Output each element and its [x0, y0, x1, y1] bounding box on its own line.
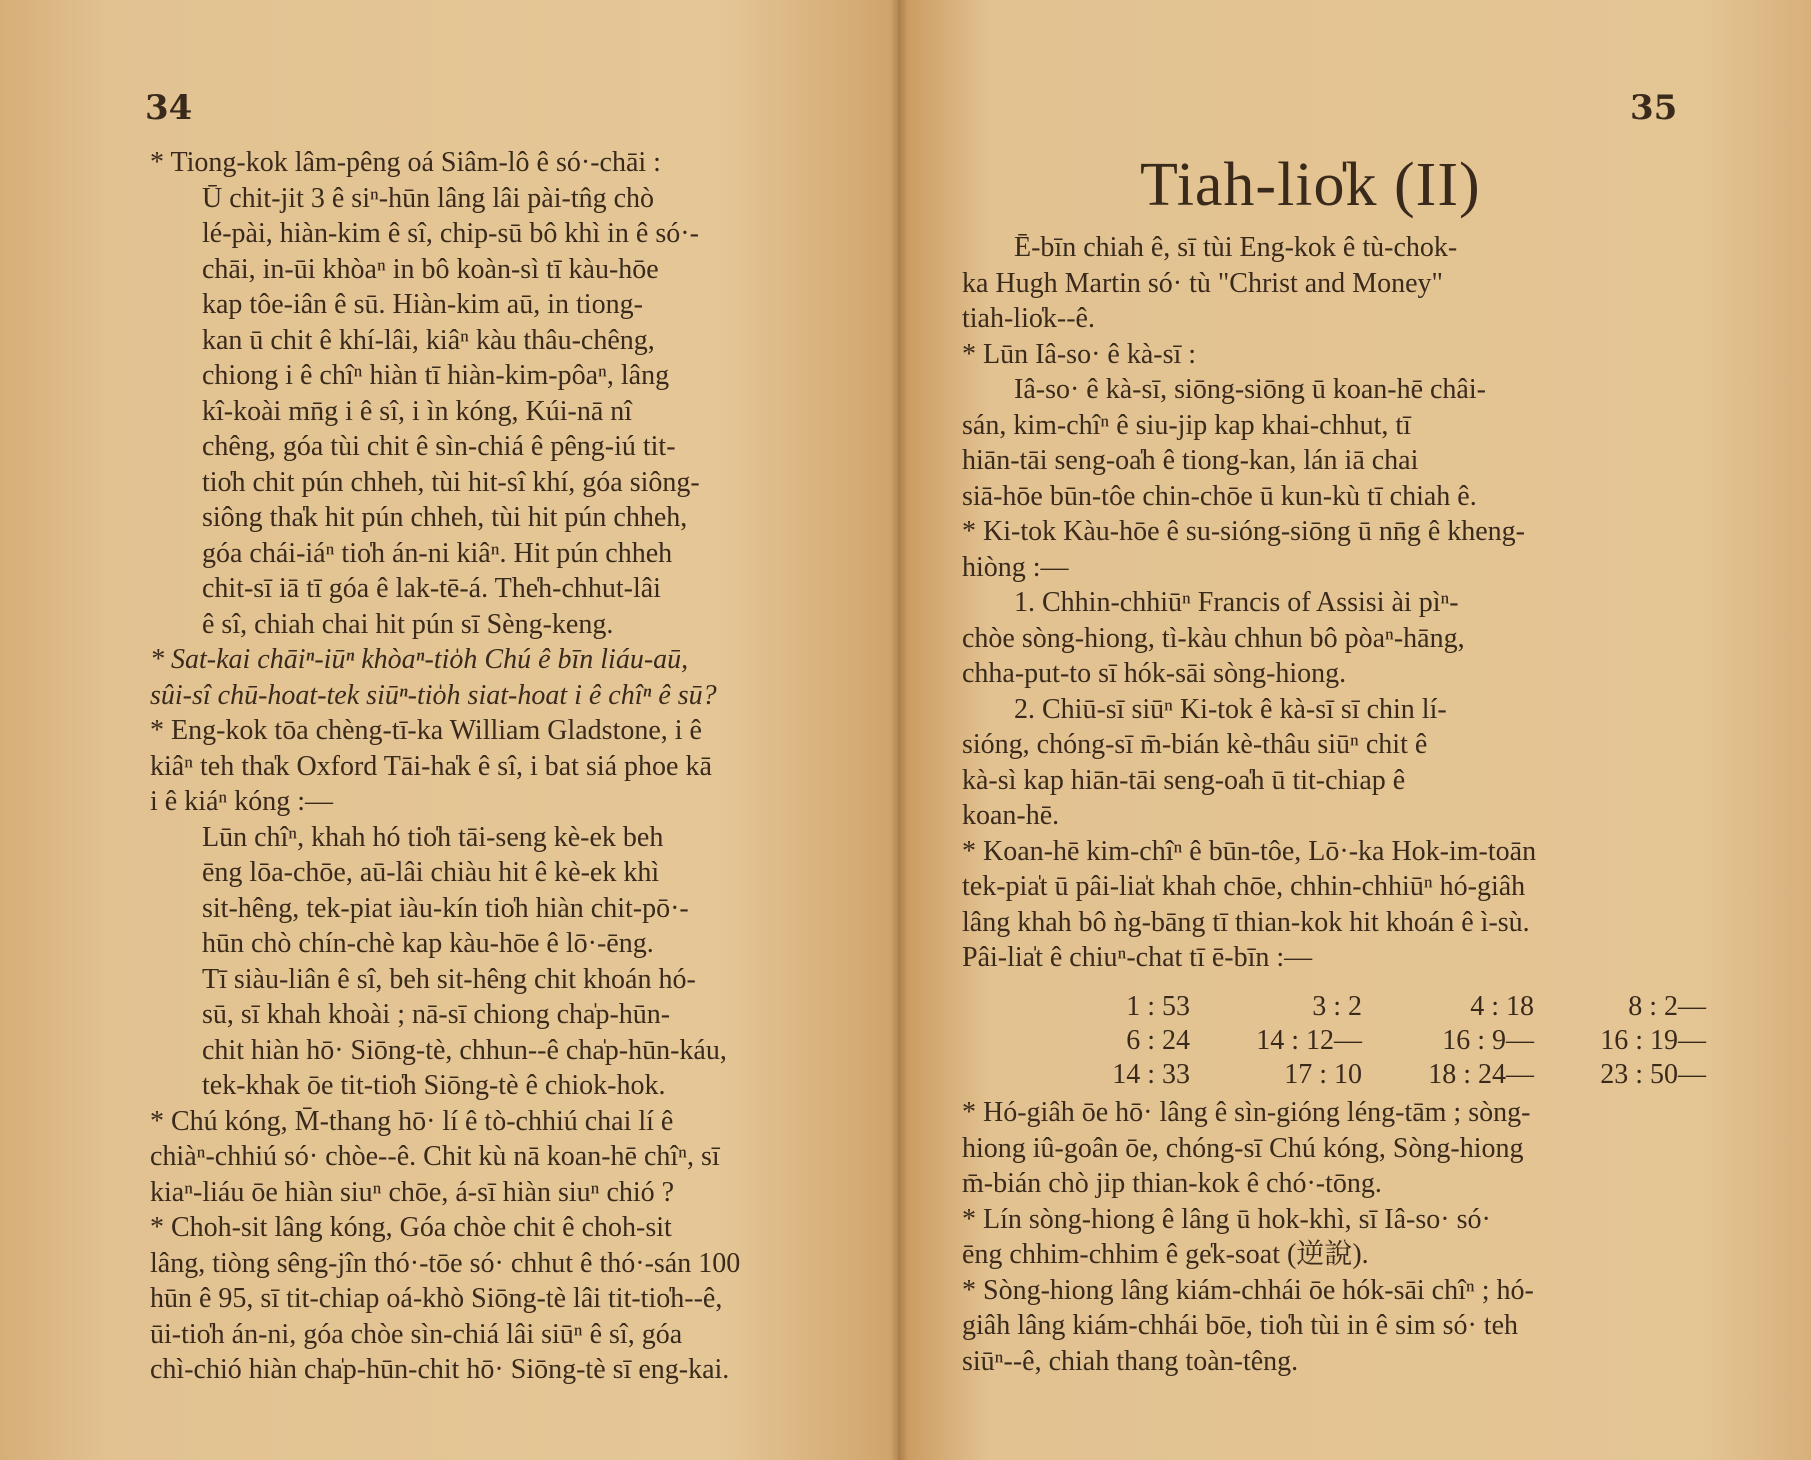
text-line: * Lín sòng-hiong ê lâng ū hok-khì, sī Iâ-so· só· [962, 1203, 1491, 1235]
text-line: chiàⁿ-chhiú só· chòe--ê. Chit kù nā koan-hē chîⁿ, sī [150, 1141, 720, 1172]
text-line: koan-hē. [962, 800, 1060, 831]
reference-cell: 17 : 10 [1284, 1059, 1362, 1090]
text-line: ēng chhim-chhim ê ge̍k-soat (逆說). [962, 1239, 1369, 1270]
text-line: sit-hêng, tek-piat iàu-kín tio̍h hiàn chit-pō·- [202, 892, 689, 924]
text-line: Pâi-lia̍t ê chiuⁿ-chat tī ē-bīn :— [962, 942, 1313, 973]
text-line: kiaⁿ-liáu ōe hiàn siuⁿ chōe, á-sī hiàn siuⁿ chió ? [150, 1176, 675, 1208]
text-line: siông tha̍k hit pún chheh, tùi hit pún chheh, [202, 502, 688, 533]
text-line: chòe sòng-hiong, tì-kàu chhun bô pòaⁿ-hāng, [962, 622, 1465, 654]
text-line: lâng khah bô ǹg-bāng tī thian-kok hit khoán ê ì-sù. [962, 906, 1530, 938]
text-line: kà-sì kap hiān-tāi seng-oa̍h ū tit-chiap ê [962, 764, 1406, 796]
reference-row [1030, 1058, 1718, 1092]
text-line: sûi-sî chū-hoat-tek siūⁿ-tio̍h siat-hoat i ê chîⁿ ê sū? [150, 679, 717, 711]
text-line: 2. Chiū-sī siūⁿ Ki-tok ê kà-sī sī chin lí- [1014, 693, 1447, 725]
book-gutter [890, 0, 908, 1460]
reference-cell: 14 : 33 [1112, 1059, 1190, 1090]
text-line: * Eng-kok tōa chèng-tī-ka William Gladstone, i ê [150, 715, 702, 746]
text-line: tio̍h chit pún chheh, tùi hit-sî khí, góa siông- [202, 466, 700, 498]
text-line: chêng, góa tùi chit ê sìn-chiá ê pêng-iú tit- [202, 431, 676, 462]
text-line: kap tôe-iân ê sū. Hiàn-kim aū, in tiong- [202, 289, 643, 320]
text-line: chit hiàn hō· Siōng-tè, chhun--ê cha̍p-hūn-káu, [202, 1034, 727, 1066]
text-line: ēng lōa-chōe, aū-lâi chiàu hit ê kè-ek khì [202, 857, 660, 888]
text-line: hiān-tāi seng-oa̍h ê tiong-kan, lán iā chai [962, 445, 1419, 476]
text-line: lé-pài, hiàn-kim ê sî, chip-sū bô khì in ê só·- [202, 218, 699, 249]
reference-cell: 16 : 9— [1442, 1025, 1534, 1056]
text-line: tek-khak ōe tit-tio̍h Siōng-tè ê chiok-hok. [202, 1070, 666, 1101]
text-line: Ū chit-jit 3 ê siⁿ-hūn lâng lâi pài-tn̂g chò [202, 182, 655, 214]
text-line: * Chú kóng, M̄-thang hō· lí ê tò-chhiú chai lí ê [150, 1105, 674, 1137]
left-page-body [150, 145, 740, 1388]
text-line: sū, sī khah khoài ; nā-sī chiong cha̍p-hūn- [202, 999, 671, 1030]
reference-table [1030, 990, 1718, 1092]
text-line: hūn ê 95, sī tit-chiap oá-khò Siōng-tè lâi tit-tio̍h--ê, [150, 1283, 723, 1314]
text-line: hiong iû-goân ōe, chóng-sī Chú kóng, Sòng-hiong [962, 1132, 1524, 1164]
text-line: kî-koài mn̄g i ê sî, i ìn kóng, Kúi-nā nî [202, 395, 633, 427]
text-line: * Tiong-kok lâm-pêng oá Siâm-lô ê só·-chāi : [150, 147, 661, 178]
text-line: hiòng :— [962, 551, 1069, 583]
text-line: góa chái-iáⁿ tio̍h án-ni kiâⁿ. Hit pún chheh [202, 537, 673, 569]
text-line: kan ū chit ê khí-lâi, kiâⁿ kàu thâu-chêng, [202, 324, 655, 356]
text-line: chiong i ê chîⁿ hiàn tī hiàn-kim-pôaⁿ, lâng [202, 360, 670, 391]
text-line: * Lūn Iâ-so· ê kà-sī : [962, 338, 1197, 370]
text-line: Lūn chîⁿ, khah hó tio̍h tāi-seng kè-ek beh [202, 821, 664, 853]
text-line: * Sat-kai chāiⁿ-iūⁿ khòaⁿ-tio̍h Chú ê bīn liáu-aū, [150, 644, 689, 675]
reference-cell: 6 : 24 [1126, 1025, 1190, 1056]
right-page-body [962, 230, 1536, 976]
text-line: * Ki-tok Kàu-hōe ê su-sióng-siōng ū nn̄g ê kheng- [962, 516, 1526, 547]
text-line: 1. Chhin-chhiūⁿ Francis of Assisi ài pìⁿ- [1014, 587, 1459, 618]
text-line: tiah-lio̍k--ê. [962, 303, 1095, 334]
left-page-number: 34 [145, 88, 193, 128]
text-line: i ê kiáⁿ kóng :— [150, 786, 334, 817]
text-line: kiâⁿ teh tha̍k Oxford Tāi-ha̍k ê sî, i bat siá phoe kā [150, 750, 712, 782]
reference-cell: 1 : 53 [1126, 991, 1190, 1022]
text-line: giâh lâng kiám-chhái bōe, tio̍h tùi in ê sim só· teh [962, 1310, 1518, 1341]
text-line: m̄-bián chò jip thian-kok ê chó·-tōng. [962, 1168, 1382, 1199]
text-line: Tī siàu-liân ê sî, beh sit-hêng chit khoán hó- [202, 963, 696, 995]
reference-cell: 4 : 18 [1470, 991, 1534, 1022]
reference-cell: 14 : 12— [1256, 1025, 1362, 1056]
reference-cell: 18 : 24— [1428, 1059, 1534, 1090]
text-line: chha-put-to sī hók-sāi sòng-hiong. [962, 658, 1347, 689]
text-line: chì-chió hiàn cha̍p-hūn-chit hō· Siōng-tè sī eng-kai. [150, 1354, 730, 1385]
reference-cell: 23 : 50— [1600, 1059, 1706, 1090]
text-line: Iâ-so· ê kà-sī, siōng-siōng ū koan-hē châi- [1014, 374, 1486, 405]
text-line: * Hó-giâh ōe hō· lâng ê sìn-gióng léng-tām ; sòng- [962, 1097, 1531, 1128]
reference-cell: 3 : 2 [1312, 991, 1362, 1022]
text-line: ka Hugh Martin só· tù "Christ and Money" [962, 267, 1443, 299]
reference-cell: 8 : 2— [1628, 991, 1706, 1022]
reference-row [1030, 990, 1718, 1024]
text-line: Ē-bīn chiah ê, sī tùi Eng-kok ê tù-chok- [1014, 232, 1458, 263]
reference-row [1030, 1024, 1718, 1058]
text-line: ê sî, chiah chai hit pún sī Sèng-keng. [202, 608, 614, 640]
text-line: sióng, chóng-sī m̄-bián kè-thâu siūⁿ chit ê [962, 729, 1428, 760]
text-line: * Choh-sit lâng kóng, Góa chòe chit ê choh-sit [150, 1212, 672, 1243]
text-line: hūn chò chín-chè kap kàu-hōe ê lō·-ēng. [202, 928, 654, 959]
text-line: siūⁿ--ê, chiah thang toàn-têng. [962, 1345, 1299, 1377]
text-line: * Sòng-hiong lâng kiám-chhái ōe hók-sāi chîⁿ ; hó- [962, 1274, 1534, 1306]
text-line: lâng, tiòng sêng-jîn thó·-tōe só· chhut ê thó·-sán 100 [150, 1247, 741, 1279]
chapter-title: Tiah-lio̍k (II) [1140, 151, 1481, 219]
text-line: ūi-tio̍h án-ni, góa chòe sìn-chiá lâi siūⁿ ê sî, góa [150, 1318, 683, 1350]
right-page-number: 35 [1630, 88, 1678, 128]
text-line: chāi, in-ūi khòaⁿ in bô koàn-sì tī kàu-hōe [202, 253, 659, 285]
text-line: siā-hōe būn-tôe chin-chōe ū kun-kù tī chiah ê. [962, 480, 1477, 512]
reference-cell: 16 : 19— [1600, 1025, 1706, 1056]
text-line: chit-sī iā tī góa ê lak-tē-á. The̍h-chhut-lâi [202, 573, 661, 604]
text-line: * Koan-hē kim-chîⁿ ê būn-tôe, Lō·-ka Hok-im-toān [962, 835, 1537, 867]
right-page-body-continued [962, 1095, 1534, 1379]
text-line: tek-pia̍t ū pâi-lia̍t khah chōe, chhin-chhiūⁿ hó-giâh [962, 871, 1526, 902]
text-line: sán, kim-chîⁿ ê siu-jip kap khai-chhut, tī [962, 409, 1411, 441]
